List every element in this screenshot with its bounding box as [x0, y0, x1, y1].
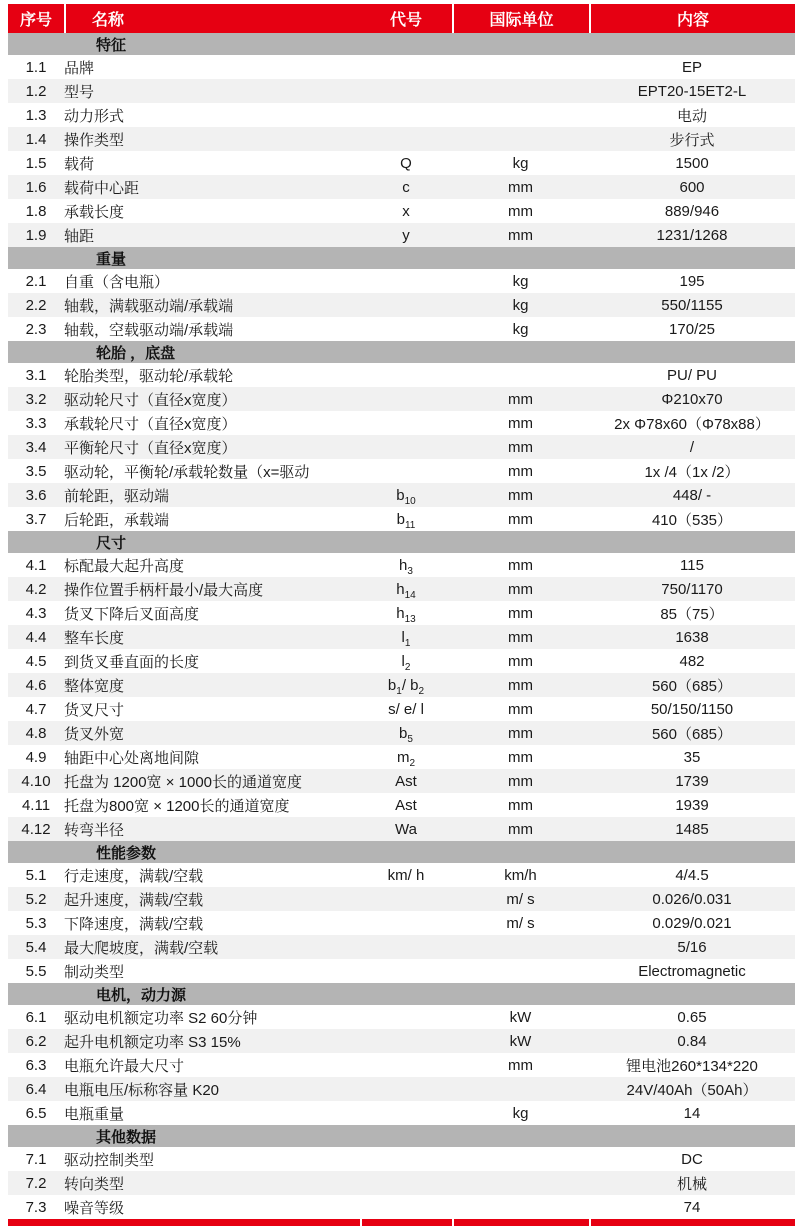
- cell-value: 0.026/0.031: [652, 890, 732, 908]
- cell-unit: mm: [508, 772, 533, 790]
- col-header-symbol: 代号: [389, 12, 422, 29]
- cell-symbol: $b_{10}$: [396, 486, 416, 504]
- cell-value: 1739: [675, 772, 709, 790]
- cell-unit: m/ s: [506, 914, 535, 932]
- table-row: [8, 55, 795, 79]
- table-row: [8, 103, 795, 127]
- cell-name: 货叉下降后叉面高度: [64, 605, 200, 623]
- cell-symbol: s/ e/ l: [388, 700, 424, 718]
- cell-no: 6.3: [25, 1056, 47, 1074]
- cell-no: 3.6: [25, 486, 47, 504]
- section-header: [8, 531, 795, 553]
- cell-unit: mm: [508, 510, 533, 528]
- cell-no: 6.2: [25, 1032, 47, 1050]
- table-body: [8, 33, 795, 1219]
- table-row: [8, 79, 795, 103]
- table-row: [8, 817, 795, 841]
- cell-value: EP: [681, 58, 702, 76]
- cell-value: 1485: [675, 820, 709, 838]
- cell-name: 驱动电机额定功率 S2 60分钟: [64, 1009, 258, 1027]
- cell-unit: mm: [508, 1056, 533, 1074]
- cell-value: Φ210x70: [661, 390, 723, 408]
- table-row: [8, 1171, 795, 1195]
- cell-symbol: $h_3$: [399, 556, 413, 574]
- table-header-row: [8, 4, 795, 33]
- cell-no: 1.5: [25, 154, 47, 172]
- cell-no: 5.5: [25, 962, 47, 980]
- footer-accent-bar: [8, 1219, 795, 1226]
- table-row: [8, 577, 795, 601]
- section-title: 尺寸: [96, 534, 127, 552]
- cell-name: 操作类型: [64, 131, 125, 149]
- cell-name: 起升电机额定功率 S3 15%: [64, 1033, 241, 1051]
- cell-no: 4.4: [25, 628, 47, 646]
- cell-name: 货叉外宽: [64, 725, 125, 743]
- cell-unit: mm: [508, 226, 533, 244]
- cell-no: 4.12: [21, 820, 51, 838]
- cell-unit: mm: [508, 178, 533, 196]
- table-row: [8, 459, 795, 483]
- cell-value: 锂电池260*134*220: [626, 1057, 758, 1075]
- table-row: [8, 411, 795, 435]
- footer-bar-segment: [8, 1219, 360, 1226]
- cell-no: 1.8: [25, 202, 47, 220]
- cell-value: Electromagnetic: [638, 962, 746, 980]
- cell-name: 托盘为 1200宽 × 1000长的通道宽度: [64, 773, 303, 791]
- cell-no: 5.3: [25, 914, 47, 932]
- section-title: 特征: [96, 36, 127, 54]
- cell-unit: mm: [508, 604, 533, 622]
- cell-no: 3.3: [25, 414, 47, 432]
- cell-value: 5/16: [677, 938, 707, 956]
- section-title: 其他数据: [96, 1128, 157, 1146]
- cell-no: 4.7: [25, 700, 47, 718]
- cell-name: 自重（含电瓶）: [64, 273, 170, 291]
- section-title: 轮胎 ，底盘: [96, 344, 176, 362]
- cell-name: 轴距: [64, 227, 95, 245]
- cell-unit: kg: [512, 154, 529, 172]
- cell-no: 4.5: [25, 652, 47, 670]
- cell-value: 85（75）: [660, 605, 724, 623]
- table-row: [8, 1053, 795, 1077]
- cell-no: 2.2: [25, 296, 47, 314]
- cell-no: 6.1: [25, 1008, 47, 1026]
- table-row: [8, 269, 795, 293]
- table-row: [8, 1029, 795, 1053]
- cell-value: 1500: [675, 154, 709, 172]
- cell-value: 600: [679, 178, 705, 196]
- cell-no: 4.11: [21, 796, 51, 814]
- cell-symbol: x: [402, 202, 410, 220]
- cell-unit: mm: [508, 748, 533, 766]
- table-row: [8, 601, 795, 625]
- cell-value: 115: [680, 556, 704, 574]
- cell-symbol: $m_2$: [396, 748, 416, 766]
- cell-symbol: $l_2$: [401, 652, 411, 670]
- cell-name: 轮胎类型，驱动轮/承载轮: [64, 367, 234, 385]
- cell-unit: kg: [512, 272, 529, 290]
- cell-unit: mm: [508, 390, 533, 408]
- table-row: [8, 199, 795, 223]
- cell-unit: mm: [508, 414, 533, 432]
- cell-value: 0.029/0.021: [652, 914, 732, 932]
- cell-value: 步行式: [669, 131, 715, 149]
- table-row: [8, 625, 795, 649]
- cell-no: 6.5: [25, 1104, 47, 1122]
- table-row: [8, 223, 795, 247]
- cell-value: 170/25: [669, 320, 715, 338]
- cell-symbol: $b_5$: [399, 724, 413, 742]
- cell-name: 轴载，满载驱动端/承载端: [64, 297, 234, 315]
- cell-name: 整车长度: [64, 629, 125, 647]
- cell-value: /: [689, 438, 695, 456]
- cell-value: EPT20-15ET2-L: [637, 82, 747, 100]
- cell-value: 1231/1268: [656, 226, 728, 244]
- cell-no: 2.3: [25, 320, 47, 338]
- cell-no: 4.6: [25, 676, 47, 694]
- table-row: [8, 1101, 795, 1125]
- table-row: [8, 721, 795, 745]
- cell-name: 电瓶允许最大尺寸: [64, 1057, 185, 1075]
- cell-unit: mm: [508, 438, 533, 456]
- cell-no: 1.9: [25, 226, 47, 244]
- cell-name: 电瓶电压/标称容量 K20: [64, 1081, 220, 1099]
- cell-value: 74: [683, 1198, 701, 1216]
- table-row: [8, 387, 795, 411]
- cell-symbol: Wa: [395, 820, 417, 838]
- cell-value: 482: [679, 652, 705, 670]
- table-row: [8, 911, 795, 935]
- cell-no: 7.3: [25, 1198, 47, 1216]
- cell-unit: mm: [508, 486, 533, 504]
- table-row: [8, 175, 795, 199]
- table-row: [8, 935, 795, 959]
- cell-unit: mm: [508, 628, 533, 646]
- cell-value: 560（685）: [651, 677, 733, 695]
- cell-unit: kW: [509, 1032, 532, 1050]
- cell-unit: mm: [508, 796, 533, 814]
- section-title: 重量: [96, 250, 127, 268]
- cell-name: 转向类型: [64, 1175, 125, 1193]
- table-row: [8, 1077, 795, 1101]
- cell-name: 转弯半径: [64, 821, 125, 839]
- cell-no: 1.4: [25, 130, 47, 148]
- table-row: [8, 1195, 795, 1219]
- section-title: 电机，动力源: [96, 986, 187, 1004]
- cell-symbol: $h_{14}$: [396, 580, 416, 598]
- cell-name: 前轮距，驱动端: [64, 487, 170, 505]
- cell-value: 14: [683, 1104, 701, 1122]
- cell-unit: mm: [508, 202, 533, 220]
- table-row: [8, 435, 795, 459]
- cell-name: 承载长度: [64, 203, 125, 221]
- table-row: [8, 1005, 795, 1029]
- cell-symbol: km/ h: [387, 866, 425, 884]
- cell-no: 1.1: [25, 58, 47, 76]
- cell-unit: mm: [508, 580, 533, 598]
- cell-name: 载荷中心距: [64, 179, 140, 197]
- cell-name: 行走速度，满载/空载: [64, 867, 204, 885]
- cell-name: 驱动轮尺寸（直径x宽度）: [64, 391, 237, 409]
- cell-no: 3.5: [25, 462, 47, 480]
- cell-value: 560（685）: [651, 725, 733, 743]
- cell-value: 机械: [676, 1175, 707, 1193]
- footer-bar-segment: [360, 1219, 452, 1226]
- cell-unit: mm: [508, 556, 533, 574]
- cell-name: 操作位置手柄杆最小/最大高度: [64, 581, 264, 599]
- cell-name: 最大爬坡度，满载/空载: [64, 939, 219, 957]
- cell-symbol: Q: [400, 154, 412, 172]
- cell-value: 35: [683, 748, 701, 766]
- cell-name: 下降速度，满载/空载: [64, 915, 204, 933]
- cell-value: 24V/40Ah（50Ah）: [626, 1081, 758, 1099]
- cell-value: 0.65: [677, 1008, 707, 1026]
- cell-no: 5.4: [25, 938, 47, 956]
- table-row: [8, 673, 795, 697]
- cell-no: 4.3: [25, 604, 47, 622]
- table-row: [8, 745, 795, 769]
- table-row: [8, 1147, 795, 1171]
- section-header: [8, 841, 795, 863]
- cell-value: 1x /4（1x /2）: [644, 463, 740, 481]
- footer-bar-segment: [589, 1219, 795, 1226]
- cell-name: 载荷: [64, 155, 95, 173]
- cell-symbol: y: [402, 226, 410, 244]
- cell-no: 7.1: [25, 1150, 47, 1168]
- table-row: [8, 507, 795, 531]
- table-row: [8, 863, 795, 887]
- cell-name: 电瓶重量: [64, 1105, 125, 1123]
- cell-name: 货叉尺寸: [64, 701, 125, 719]
- cell-no: 5.1: [25, 866, 47, 884]
- cell-value: 889/946: [664, 202, 720, 220]
- cell-no: 3.4: [25, 438, 47, 456]
- col-header-unit: 国际单位: [452, 4, 589, 33]
- table-row: [8, 887, 795, 911]
- cell-no: 6.4: [25, 1080, 47, 1098]
- cell-name: 后轮距，承载端: [64, 511, 170, 529]
- cell-name: 平衡轮尺寸（直径x宽度）: [64, 439, 237, 457]
- cell-unit: kg: [512, 296, 529, 314]
- cell-unit: mm: [508, 724, 533, 742]
- cell-no: 1.2: [25, 82, 47, 100]
- cell-value: DC: [681, 1150, 703, 1168]
- cell-symbol: $l_1$: [401, 628, 411, 646]
- cell-name: 型号: [64, 83, 95, 101]
- table-row: [8, 553, 795, 577]
- cell-name: 轴载，空载驱动端/承载端: [64, 321, 234, 339]
- cell-no: 4.2: [25, 580, 47, 598]
- table-row: [8, 317, 795, 341]
- cell-name: 噪音等级: [64, 1199, 125, 1217]
- col-header-value: 内容: [589, 4, 795, 33]
- cell-no: 1.6: [25, 178, 47, 196]
- cell-name: 品牌: [64, 59, 95, 77]
- cell-no: 4.10: [21, 772, 51, 790]
- cell-no: 4.8: [25, 724, 47, 742]
- cell-no: 7.2: [25, 1174, 47, 1192]
- cell-symbol: Ast: [395, 796, 417, 814]
- cell-value: 410（535）: [651, 511, 733, 529]
- cell-unit: kg: [512, 320, 529, 338]
- cell-no: 2.1: [25, 272, 47, 290]
- cell-value: PU/ PU: [666, 366, 717, 384]
- col-header-name: 名称: [64, 4, 360, 33]
- cell-unit: m/ s: [506, 890, 535, 908]
- cell-no: 3.7: [25, 510, 47, 528]
- footer-bar-segment: [452, 1219, 589, 1226]
- table-row: [8, 293, 795, 317]
- cell-unit: kg: [512, 1104, 529, 1122]
- table-row: [8, 769, 795, 793]
- section-header: [8, 33, 795, 55]
- cell-unit: mm: [508, 462, 533, 480]
- cell-value: 550/1155: [661, 296, 723, 314]
- section-header: [8, 341, 795, 363]
- table-row: [8, 127, 795, 151]
- section-header: [8, 247, 795, 269]
- cell-value: 50/150/1150: [650, 700, 734, 718]
- cell-unit: km/h: [504, 866, 537, 884]
- table-row: [8, 151, 795, 175]
- col-header-no: 序号: [19, 12, 52, 29]
- cell-value: 195: [679, 272, 705, 290]
- cell-symbol: $h_{13}$: [396, 604, 416, 622]
- cell-no: 3.1: [25, 366, 47, 384]
- cell-symbol: c: [402, 178, 410, 196]
- cell-name: 承载轮尺寸（直径x宽度）: [64, 415, 237, 433]
- cell-symbol: $b_{11}$: [396, 510, 416, 528]
- table-row: [8, 649, 795, 673]
- cell-name: 轴距中心处离地间隙: [64, 749, 200, 767]
- cell-value: 1939: [675, 796, 709, 814]
- cell-unit: mm: [508, 676, 533, 694]
- cell-value: 1638: [675, 628, 709, 646]
- cell-name: 驱动控制类型: [64, 1151, 155, 1169]
- table-row: [8, 959, 795, 983]
- cell-unit: mm: [508, 652, 533, 670]
- section-header: [8, 1125, 795, 1147]
- cell-name: 到货叉垂直面的长度: [64, 653, 200, 671]
- cell-no: 5.2: [25, 890, 47, 908]
- table-row: [8, 697, 795, 721]
- cell-value: 0.84: [677, 1032, 707, 1050]
- cell-value: 电动: [676, 107, 707, 125]
- cell-symbol: Ast: [395, 772, 417, 790]
- cell-no: 1.3: [25, 106, 47, 124]
- cell-name: 制动类型: [64, 963, 125, 981]
- cell-value: 750/1170: [661, 580, 723, 598]
- table-row: [8, 483, 795, 507]
- cell-no: 3.2: [25, 390, 47, 408]
- cell-symbol: $b_1/$ $b_2$: [387, 676, 425, 694]
- cell-name: 起升速度，满载/空载: [64, 891, 204, 909]
- cell-value: 2x Φ78x60（Φ78x88）: [614, 415, 770, 433]
- table-row: [8, 363, 795, 387]
- section-title: 性能参数: [96, 844, 157, 862]
- section-header: [8, 983, 795, 1005]
- cell-unit: mm: [508, 700, 533, 718]
- cell-unit: kW: [509, 1008, 532, 1026]
- table-row: [8, 793, 795, 817]
- cell-value: 4/4.5: [675, 866, 709, 884]
- cell-name: 动力形式: [64, 107, 125, 125]
- cell-name: 驱动轮，平衡轮/承载轮数量（x=驱动: [64, 463, 310, 481]
- cell-value: 448/ -: [672, 486, 712, 504]
- spec-sheet: [8, 4, 795, 1226]
- cell-name: 标配最大起升高度: [64, 557, 185, 575]
- cell-name: 整体宽度: [64, 677, 125, 695]
- cell-no: 4.9: [25, 748, 47, 766]
- cell-name: 托盘为800宽 × 1200长的通道宽度: [64, 797, 290, 815]
- cell-no: 4.1: [25, 556, 47, 574]
- cell-unit: mm: [508, 820, 533, 838]
